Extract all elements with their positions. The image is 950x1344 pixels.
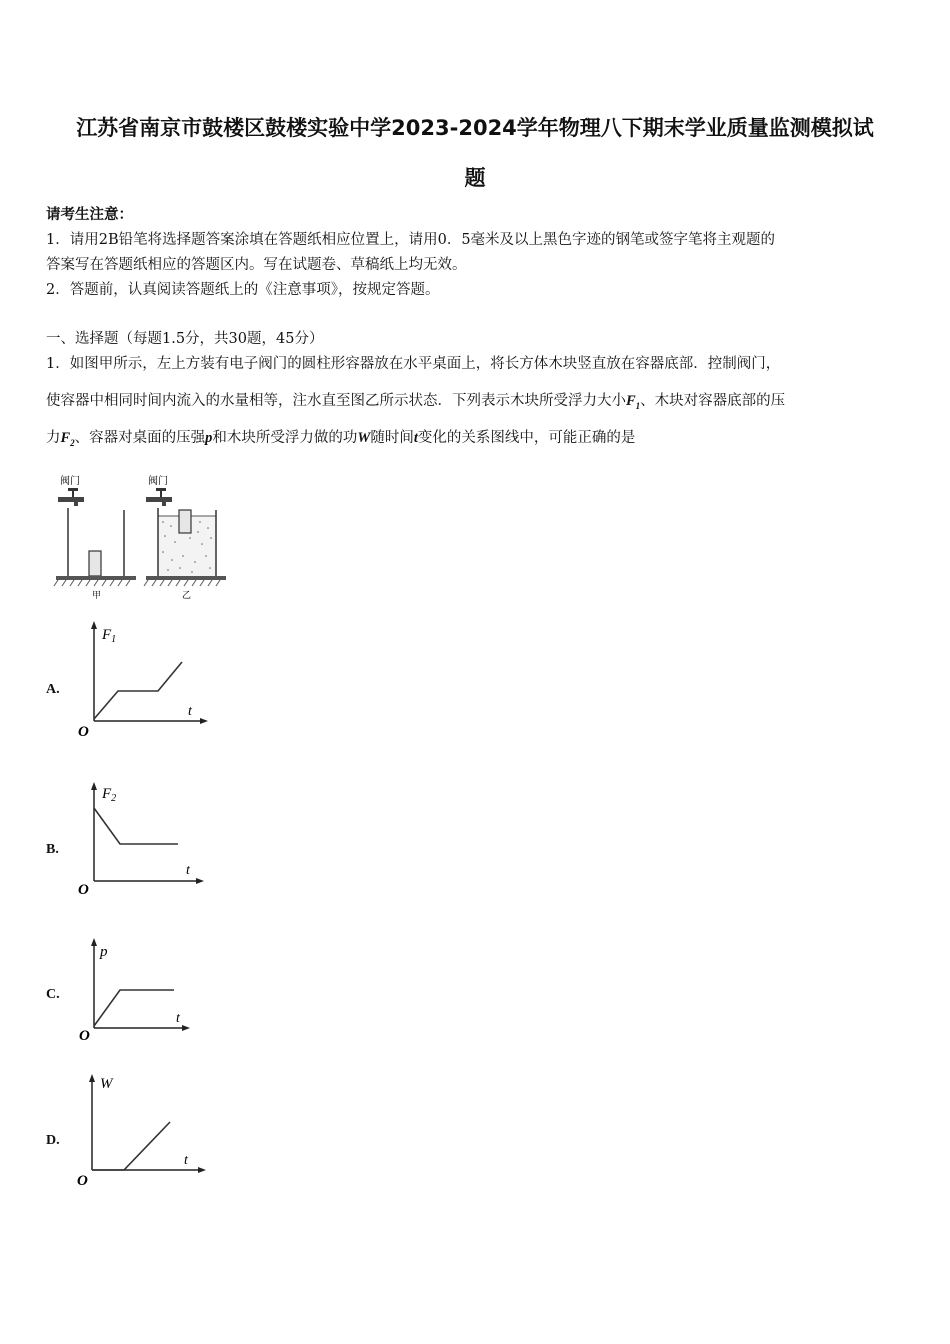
diagram-right xyxy=(144,474,226,600)
var-w: W xyxy=(357,430,371,446)
option-d-x-label: t xyxy=(184,1153,188,1168)
svg-text:F2: $F_2$ xyxy=(102,786,117,804)
option-b-y-label: F xyxy=(102,786,112,802)
option-c-graph[interactable] xyxy=(72,932,212,1047)
option-b-origin: O xyxy=(78,882,89,898)
question1-line2 xyxy=(46,389,785,411)
option-c-y-label: p xyxy=(100,944,108,960)
question1-line3 xyxy=(46,426,635,448)
question1-text: 随时间 xyxy=(370,430,414,446)
option-c-x-label: t xyxy=(176,1011,180,1026)
option-c-label[interactable]: C. xyxy=(46,987,60,1002)
question1-text: 和木块所受浮力做的功 xyxy=(212,430,358,446)
page-title-line2: 题 xyxy=(464,166,486,190)
section-heading: 一、选择题（每题1.5分，共30题，45分） xyxy=(46,331,324,347)
valve-label-right: 阀门 xyxy=(148,476,168,487)
notice-item1-line2: 答案写在答题纸相应的答题区内。写在试题卷、草稿纸上均无效。 xyxy=(46,257,467,273)
option-c-origin: O xyxy=(79,1028,90,1044)
diagram-left xyxy=(54,474,136,600)
container-diagram xyxy=(50,470,235,600)
question1-text: 力 xyxy=(46,430,61,446)
option-d-graph[interactable] xyxy=(72,1068,212,1193)
notice-item1-line1: 1．请用2B铅笔将选择题答案涂填在答题纸相应位置上，请用0．5毫米及以上黑色字迹的钢笔或签字笔将主观题的 xyxy=(46,232,776,248)
question1-text: 、木块对容器底部的压 xyxy=(640,393,786,409)
svg-text:F1: $F_1$ xyxy=(102,627,117,645)
option-a-label[interactable]: A. xyxy=(46,682,60,697)
option-b-graph[interactable] xyxy=(72,778,212,903)
question1-text: 使容器中相同时间内流入的水量相等，注水直至图乙所示状态．下列表示木块所受浮力大小 xyxy=(46,393,626,409)
question1-text: 、容器对桌面的压强 xyxy=(74,430,206,446)
notice-heading: 请考生注意： xyxy=(46,206,133,223)
notice-item2: 2．答题前，认真阅读答题纸上的《注意事项》，按规定答题。 xyxy=(46,282,440,298)
option-a-y-label: F xyxy=(102,627,112,643)
question1-text: 变化的关系图线中，可能正确的是 xyxy=(417,430,636,446)
var-p: p xyxy=(205,430,213,446)
option-d-origin: O xyxy=(77,1173,88,1189)
option-a-graph[interactable] xyxy=(72,615,212,740)
option-b-label[interactable]: B. xyxy=(46,842,59,857)
var-t: t xyxy=(413,430,418,446)
var-f2: $F_2$ xyxy=(60,430,75,448)
option-a-origin: O xyxy=(78,724,89,740)
page-title-line1: 江苏省南京市鼓楼区鼓楼实验中学2023-2024学年物理八下期末学业质量监测模拟试 xyxy=(76,116,874,140)
caption-right: 乙 xyxy=(182,590,192,600)
valve-label-left: 阀门 xyxy=(60,476,80,487)
option-b-x-label: t xyxy=(186,863,190,878)
option-a-x-label: t xyxy=(188,704,192,719)
option-d-y-label: W xyxy=(100,1076,113,1092)
caption-left: 甲 xyxy=(92,590,102,600)
option-d-label[interactable]: D. xyxy=(46,1133,60,1148)
var-f1: $F_1$ xyxy=(626,393,641,411)
question1-line1: 1．如图甲所示，左上方装有电子阀门的圆柱形容器放在水平桌面上，将长方体木块竖直放在容器底部．控制阀门， xyxy=(46,356,781,372)
